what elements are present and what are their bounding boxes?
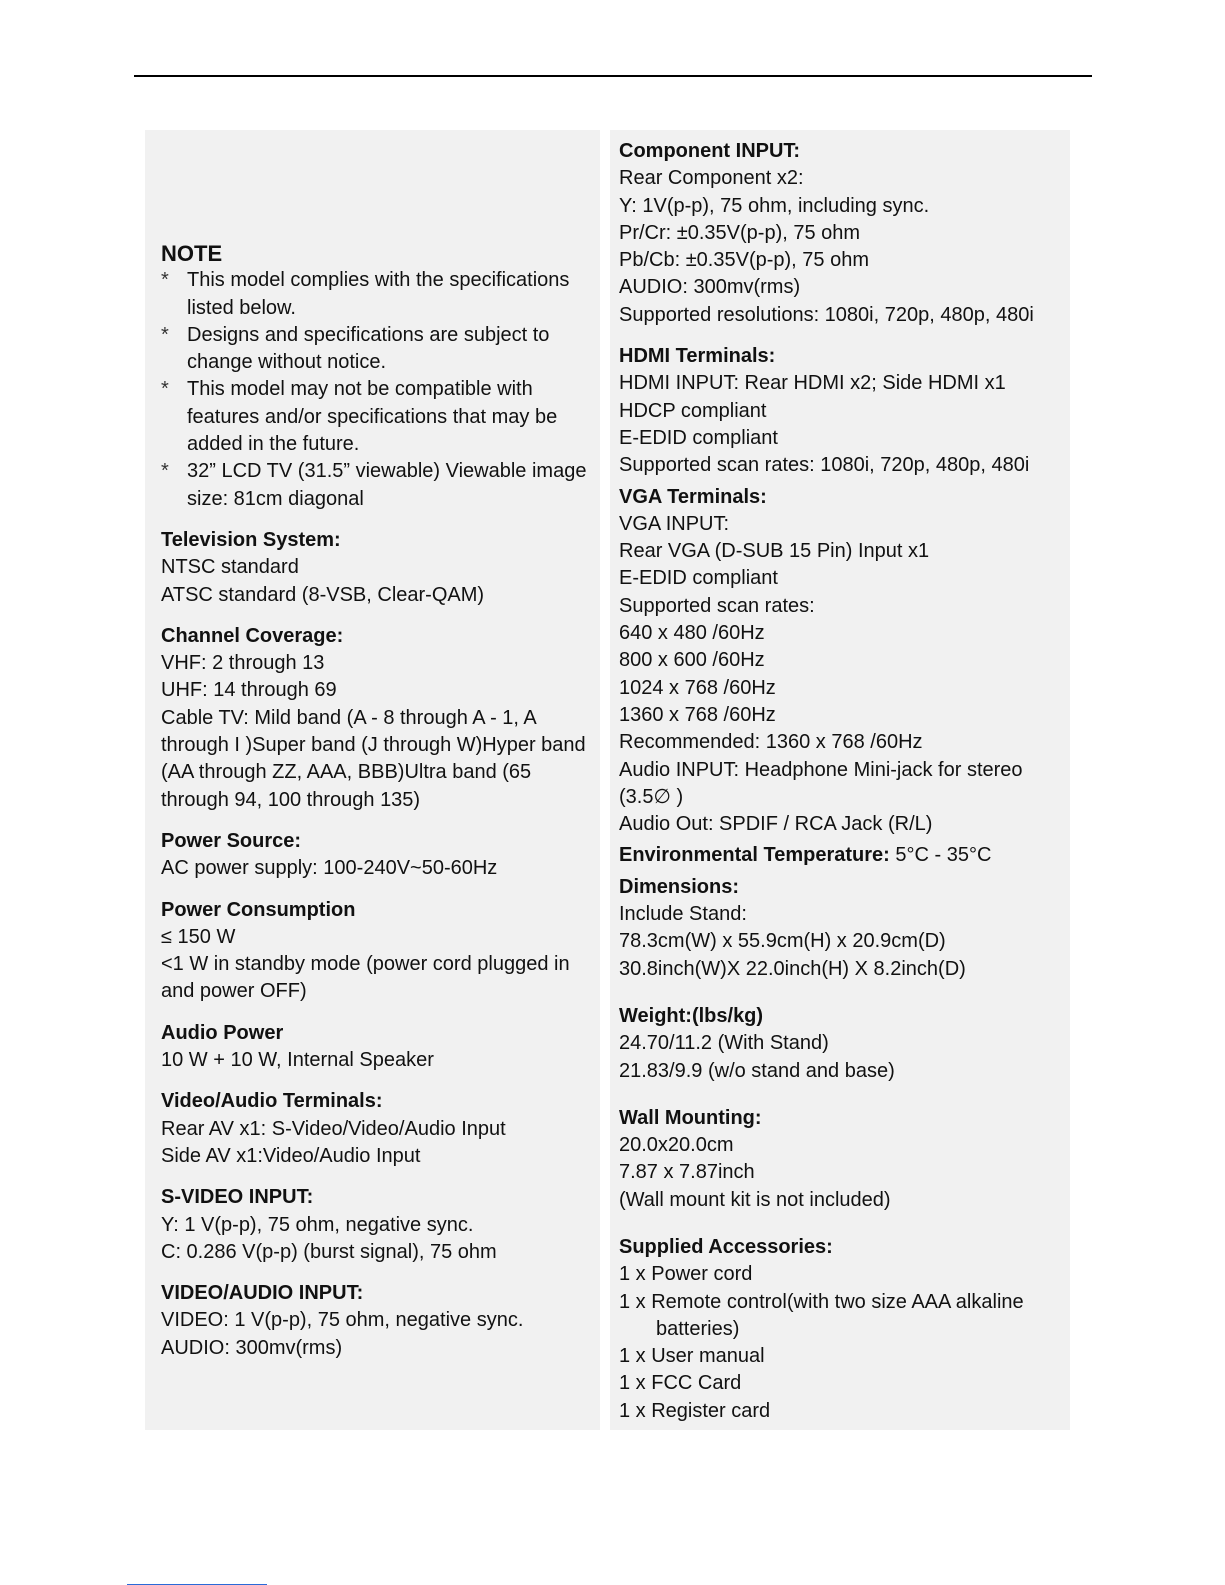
section-heading: VIDEO/AUDIO INPUT: bbox=[161, 1282, 364, 1305]
spec-line: (Wall mount kit is not included) bbox=[619, 1188, 891, 1211]
spec-line: C: 0.286 V(p-p) (burst signal), 75 ohm bbox=[161, 1240, 497, 1263]
power-source-section bbox=[161, 828, 601, 883]
spec-line: NTSC standard bbox=[161, 556, 299, 579]
spec-line: Pb/Cb: ±0.35V(p-p), 75 ohm bbox=[619, 249, 869, 272]
bullet-mark: * bbox=[161, 269, 169, 292]
supplied-accessories-section bbox=[619, 1234, 1069, 1425]
spec-line: 20.0x20.0cm bbox=[619, 1134, 734, 1157]
spec-line: 1360 x 768 /60Hz bbox=[619, 703, 776, 726]
section-heading: Power Source: bbox=[161, 829, 302, 852]
spec-line: AUDIO: 300mv(rms) bbox=[619, 276, 801, 299]
section-heading: Television System: bbox=[161, 528, 341, 551]
spec-line: 30.8inch(W)X 22.0inch(H) X 8.2inch(D) bbox=[619, 957, 966, 980]
section-heading: Audio Power bbox=[161, 1021, 284, 1044]
spec-line: Supported scan rates: 1080i, 720p, 480p, 480i bbox=[619, 454, 1030, 477]
top-rule bbox=[134, 75, 1092, 77]
temperature-range: 5°C - 35°C bbox=[889, 844, 992, 867]
spec-line: 24.70/11.2 (With Stand) bbox=[619, 1032, 829, 1055]
bullet-mark: * bbox=[161, 323, 169, 346]
spec-line: 1024 x 768 /60Hz bbox=[619, 676, 776, 699]
video-audio-input-section bbox=[161, 1280, 601, 1362]
spec-line: Y: 1V(p-p), 75 ohm, including sync. bbox=[619, 194, 930, 217]
power-consumption-section bbox=[161, 897, 601, 1006]
accessory-item: 1 x FCC Card bbox=[619, 1372, 742, 1395]
spec-line: Y: 1 V(p-p), 75 ohm, negative sync. bbox=[161, 1213, 474, 1236]
note-item bbox=[161, 458, 601, 513]
note-item bbox=[161, 322, 601, 377]
spec-line: 7.87 x 7.87inch bbox=[619, 1161, 755, 1184]
hdmi-terminals-section bbox=[619, 343, 1069, 479]
spec-line: ≤ 150 W bbox=[161, 925, 236, 948]
note-item bbox=[161, 267, 601, 322]
spec-line: 640 x 480 /60Hz bbox=[619, 622, 765, 645]
television-system-section bbox=[161, 527, 601, 609]
bullet-mark: * bbox=[161, 460, 169, 483]
spec-line: ATSC standard (8-VSB, Clear-QAM) bbox=[161, 583, 485, 606]
section-heading: VGA Terminals: bbox=[619, 485, 767, 508]
note-section bbox=[161, 240, 601, 513]
left-column bbox=[161, 240, 601, 1362]
wall-mounting-section bbox=[619, 1105, 1069, 1214]
spec-line: AC power supply: 100-240V~50-60Hz bbox=[161, 857, 498, 880]
spec-line: Side AV x1:Video/Audio Input bbox=[161, 1144, 421, 1167]
spec-line: E-EDID compliant bbox=[619, 426, 778, 449]
spec-line: UHF: 14 through 69 bbox=[161, 679, 337, 702]
accessory-item: 1 x Remote control(with two size AAA alkaline bbox=[619, 1290, 1024, 1313]
spec-line: Rear VGA (D-SUB 15 Pin) Input x1 bbox=[619, 540, 930, 563]
section-heading: Supplied Accessories: bbox=[619, 1235, 833, 1258]
spec-line: Rear AV x1: S-Video/Video/Audio Input bbox=[161, 1117, 506, 1140]
spec-line: Supported scan rates: bbox=[619, 594, 815, 617]
note-item-text: 32” LCD TV (31.5” viewable) Viewable image size: 81cm diagonal bbox=[187, 460, 587, 510]
audio-input-text: Audio INPUT: Headphone Mini-jack for stereo (3.5∅ ) bbox=[619, 758, 1023, 808]
audio-power-section bbox=[161, 1020, 601, 1075]
component-input-section bbox=[619, 138, 1069, 329]
spec-line: HDCP compliant bbox=[619, 399, 767, 422]
section-heading: Environmental Temperature: bbox=[619, 844, 890, 867]
spec-line: VHF: 2 through 13 bbox=[161, 652, 325, 675]
spec-line: 10 W + 10 W, Internal Speaker bbox=[161, 1049, 434, 1072]
spec-line: VGA INPUT: bbox=[619, 512, 730, 535]
section-heading: Power Consumption bbox=[161, 898, 356, 921]
section-heading: Component INPUT: bbox=[619, 140, 801, 162]
channel-coverage-section bbox=[161, 623, 601, 814]
spec-line: HDMI INPUT: Rear HDMI x2; Side HDMI x1 bbox=[619, 372, 1006, 395]
spec-line: Recommended: 1360 x 768 /60Hz bbox=[619, 731, 923, 754]
weight-section bbox=[619, 1003, 1069, 1085]
video-audio-terminals-section bbox=[161, 1088, 601, 1170]
section-heading: HDMI Terminals: bbox=[619, 345, 776, 368]
note-item-text: This model complies with the specifications listed below. bbox=[187, 269, 570, 319]
spec-line: 800 x 600 /60Hz bbox=[619, 649, 765, 672]
section-heading: Weight:(lbs/kg) bbox=[619, 1004, 764, 1027]
bullet-mark: * bbox=[161, 378, 169, 401]
accessory-item-continuation: batteries) bbox=[656, 1317, 740, 1340]
section-heading: Dimensions: bbox=[619, 875, 740, 898]
cable-tv-text: Cable TV: Mild band (A - 8 through A - 1, A through I )Super band (J through W)Hyper band (AA through ZZ, AAA, BBB)Ultra band (65 through 94, 100 through 135) bbox=[161, 706, 586, 811]
environment-line bbox=[619, 842, 1069, 869]
accessory-item: 1 x Power cord bbox=[619, 1263, 753, 1286]
s-video-input-section bbox=[161, 1184, 601, 1266]
spec-line: <1 W in standby mode (power cord plugged in and power OFF) bbox=[161, 953, 570, 1003]
accessory-item: 1 x User manual bbox=[619, 1345, 765, 1368]
vga-terminals-section bbox=[619, 484, 1069, 839]
note-item-text: Designs and specifications are subject to change without notice. bbox=[187, 323, 550, 374]
spec-line: E-EDID compliant bbox=[619, 567, 778, 590]
spec-line: VIDEO: 1 V(p-p), 75 ohm, negative sync. bbox=[161, 1309, 524, 1332]
note-item-text: This model may not be compatible with features and/or specifications that may be added in the future. bbox=[187, 378, 558, 456]
section-heading: S-VIDEO INPUT: bbox=[161, 1186, 314, 1209]
environmental-temperature-section bbox=[619, 842, 1069, 869]
spec-line: Pr/Cr: ±0.35V(p-p), 75 ohm bbox=[619, 221, 861, 244]
spec-line: 78.3cm(W) x 55.9cm(H) x 20.9cm(D) bbox=[619, 930, 946, 953]
spec-line: Include Stand: bbox=[619, 903, 747, 926]
audio-output-text: Audio Out: SPDIF / RCA Jack (R/L) bbox=[619, 813, 933, 836]
spec-line: Supported resolutions: 1080i, 720p, 480p, 480i bbox=[619, 303, 1034, 326]
accessory-item: 1 x Register card bbox=[619, 1399, 771, 1422]
note-title: NOTE bbox=[161, 241, 223, 266]
spec-line: 21.83/9.9 (w/o stand and base) bbox=[619, 1059, 895, 1082]
note-item bbox=[161, 376, 601, 458]
section-heading: Channel Coverage: bbox=[161, 624, 344, 647]
spec-line: Rear Component x2: bbox=[619, 167, 804, 190]
dimensions-section bbox=[619, 874, 1069, 983]
right-column bbox=[619, 138, 1069, 1425]
spec-line: AUDIO: 300mv(rms) bbox=[161, 1336, 343, 1359]
section-heading: Wall Mounting: bbox=[619, 1106, 762, 1129]
section-heading: Video/Audio Terminals: bbox=[161, 1090, 383, 1113]
